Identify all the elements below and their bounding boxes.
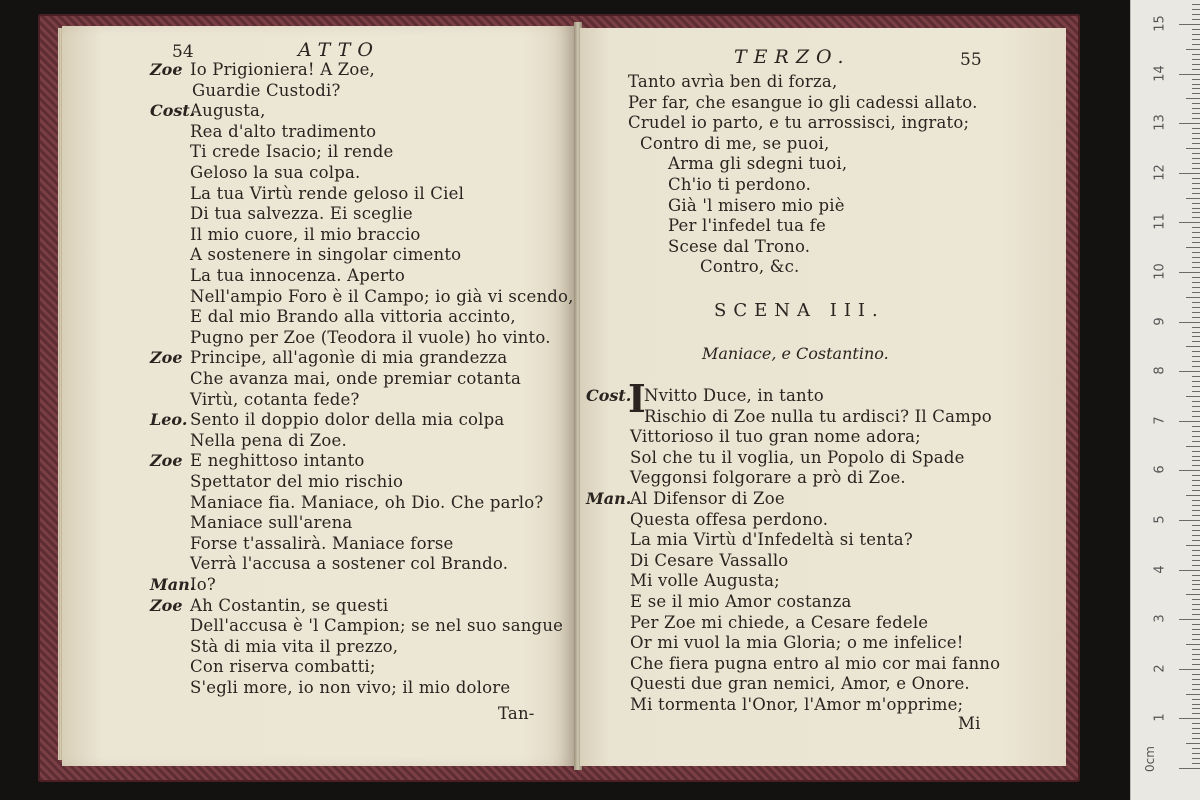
ruler-tick bbox=[1186, 545, 1200, 546]
right-page bbox=[580, 28, 1066, 766]
verse-line: Crudel io parto, e tu arrossisci, ingrato; bbox=[628, 113, 970, 133]
ruler-tick bbox=[1192, 183, 1200, 184]
ruler-tick bbox=[1192, 723, 1200, 724]
ruler-tick bbox=[1192, 39, 1200, 40]
verse-line: Virtù, cotanta fede? bbox=[190, 389, 360, 409]
verse-line: Di tua salvezza. Ei sceglie bbox=[190, 204, 413, 224]
ruler-tick bbox=[1192, 599, 1200, 600]
ruler-tick bbox=[1179, 123, 1200, 124]
verse-line: Geloso la sua colpa. bbox=[190, 163, 361, 182]
ruler-tick bbox=[1186, 198, 1200, 199]
ruler-tick bbox=[1192, 738, 1200, 739]
ruler-tick bbox=[1192, 193, 1200, 194]
ruler-tick bbox=[1192, 217, 1200, 218]
ruler-tick bbox=[1186, 694, 1200, 695]
ruler-tick bbox=[1179, 768, 1200, 769]
verse-line: Già 'l misero mio piè bbox=[668, 195, 845, 215]
ruler-tick bbox=[1192, 34, 1200, 35]
ruler-tick bbox=[1186, 98, 1200, 99]
ruler-number: 1 bbox=[1152, 713, 1168, 723]
verse-line: Con riserva combatti; bbox=[190, 657, 376, 677]
ruler-tick bbox=[1192, 431, 1200, 432]
verse-line: E dal mio Brando alla vittoria accinto, bbox=[190, 307, 516, 327]
ruler-tick bbox=[1186, 446, 1200, 447]
ruler-tick bbox=[1192, 237, 1200, 238]
ruler-tick bbox=[1192, 128, 1200, 129]
ruler-number: 14 bbox=[1152, 64, 1168, 82]
ruler-tick bbox=[1179, 322, 1200, 323]
ruler-number: 11 bbox=[1152, 213, 1168, 231]
page-number-left: 54 bbox=[172, 42, 194, 62]
ruler-number: 3 bbox=[1152, 614, 1168, 623]
ruler-number: 9 bbox=[1152, 316, 1168, 326]
verse-line: Or mi vuol la mia Gloria; o me infelice! bbox=[630, 633, 964, 653]
ruler-tick bbox=[1192, 292, 1200, 293]
ruler-tick bbox=[1192, 312, 1200, 313]
ruler-tick bbox=[1192, 93, 1200, 94]
ruler-tick bbox=[1192, 500, 1200, 501]
ruler-tick bbox=[1192, 227, 1200, 228]
ruler-tick bbox=[1192, 614, 1200, 615]
ruler-tick bbox=[1192, 341, 1200, 342]
ruler-tick bbox=[1192, 317, 1200, 318]
verse-line: Spettator del mio rischio bbox=[190, 472, 404, 491]
ruler-tick bbox=[1192, 108, 1200, 109]
ruler-tick bbox=[1192, 475, 1200, 476]
verse-line: Che avanza mai, onde premiar cotanta bbox=[190, 369, 522, 388]
verse-line: Che fiera pugna entro al mio cor mai fanno bbox=[630, 653, 1001, 673]
ruler-tick bbox=[1192, 381, 1200, 382]
ruler-tick bbox=[1192, 609, 1200, 610]
verse-line: Io Prigioniera! A Zoe, bbox=[190, 60, 375, 79]
ruler-number: 7 bbox=[1152, 416, 1168, 425]
verse-line: A sostenere in singolar cimento bbox=[190, 245, 462, 265]
ruler-tick bbox=[1192, 133, 1200, 134]
ruler-tick bbox=[1192, 401, 1200, 402]
ruler-tick bbox=[1192, 704, 1200, 705]
running-head-right: TERZO. bbox=[734, 46, 851, 68]
ruler-tick bbox=[1192, 584, 1200, 585]
ruler-tick bbox=[1192, 327, 1200, 328]
ruler-tick bbox=[1192, 659, 1200, 660]
ruler-tick bbox=[1192, 505, 1200, 506]
ruler-tick bbox=[1192, 287, 1200, 288]
ruler-tick bbox=[1192, 674, 1200, 675]
verse-line: Ah Costantin, se questi bbox=[190, 595, 389, 615]
speaker-label: Cost. bbox=[150, 101, 196, 121]
verse-line: Guardie Custodi? bbox=[192, 80, 341, 100]
scene-title: SCENA III. bbox=[714, 300, 885, 321]
ruler-tick bbox=[1179, 24, 1200, 25]
ruler-tick bbox=[1192, 436, 1200, 437]
verse-line: Nvitto Duce, in tanto bbox=[644, 386, 824, 405]
ruler-tick bbox=[1179, 520, 1200, 521]
measurement-ruler bbox=[1130, 0, 1200, 800]
ruler-tick bbox=[1192, 158, 1200, 159]
ruler-tick bbox=[1192, 634, 1200, 635]
ruler-tick bbox=[1192, 515, 1200, 516]
ruler-tick bbox=[1192, 267, 1200, 268]
ruler-tick bbox=[1192, 203, 1200, 204]
catchword-right: Mi bbox=[958, 714, 981, 733]
ruler-tick bbox=[1192, 555, 1200, 556]
verse-line: S'egli more, io non vivo; il mio dolore bbox=[190, 678, 511, 697]
ruler-tick bbox=[1192, 510, 1200, 511]
scene-characters: Maniace, e Costantino. bbox=[702, 344, 889, 363]
ruler-tick bbox=[1186, 297, 1200, 298]
verse-line: Tanto avrìa ben di forza, bbox=[628, 72, 838, 91]
verse-line: Io? bbox=[190, 575, 216, 594]
ruler-tick bbox=[1179, 669, 1200, 670]
ruler-tick bbox=[1179, 470, 1200, 471]
ruler-tick bbox=[1192, 684, 1200, 685]
ruler-tick bbox=[1186, 148, 1200, 149]
ruler-tick bbox=[1186, 644, 1200, 645]
verse-line: Scese dal Trono. bbox=[668, 236, 811, 256]
ruler-tick bbox=[1192, 44, 1200, 45]
verse-line: Pugno per Zoe (Teodora il vuole) ho vinto. bbox=[190, 327, 551, 347]
ruler-tick bbox=[1186, 346, 1200, 347]
ruler-tick bbox=[1192, 530, 1200, 531]
ruler-tick bbox=[1192, 580, 1200, 581]
verse-line: Nell'ampio Foro è il Campo; io già vi scendo, bbox=[190, 286, 574, 306]
ruler-tick bbox=[1192, 451, 1200, 452]
ruler-tick bbox=[1192, 589, 1200, 590]
running-head-left: ATTO bbox=[298, 39, 380, 61]
ruler-tick bbox=[1192, 713, 1200, 714]
ruler-tick bbox=[1192, 84, 1200, 85]
verse-line: La mia Virtù d'Infedeltà si tenta? bbox=[630, 530, 913, 550]
ruler-tick bbox=[1179, 272, 1200, 273]
ruler-tick bbox=[1192, 262, 1200, 263]
ruler-tick bbox=[1192, 19, 1200, 20]
ruler-tick bbox=[1192, 168, 1200, 169]
ruler-tick bbox=[1179, 421, 1200, 422]
ruler-tick bbox=[1192, 212, 1200, 213]
ruler-tick bbox=[1192, 565, 1200, 566]
ruler-tick bbox=[1192, 59, 1200, 60]
verse-line: Dell'accusa è 'l Campion; se nel suo sangue bbox=[190, 616, 564, 636]
verse-line: Veggonsi folgorare a prò di Zoe. bbox=[630, 468, 906, 488]
ruler-tick bbox=[1192, 679, 1200, 680]
ruler-tick bbox=[1192, 540, 1200, 541]
page-number-right: 55 bbox=[960, 50, 982, 70]
ruler-tick bbox=[1192, 485, 1200, 486]
ruler-tick bbox=[1192, 178, 1200, 179]
ruler-tick bbox=[1192, 550, 1200, 551]
speaker-label: Man. bbox=[150, 575, 196, 594]
verse-line: Nella pena di Zoe. bbox=[190, 430, 347, 450]
ruler-number: 12 bbox=[1152, 164, 1168, 181]
verse-line: Mi tormenta l'Onor, l'Amor m'opprime; bbox=[630, 695, 964, 714]
verse-line: Il mio cuore, il mio braccio bbox=[190, 224, 421, 244]
ruler-tick bbox=[1192, 232, 1200, 233]
ruler-tick bbox=[1192, 604, 1200, 605]
speaker-label: Zoe bbox=[150, 451, 183, 471]
verse-line: Di Cesare Vassallo bbox=[630, 550, 789, 570]
ruler-tick bbox=[1192, 465, 1200, 466]
ruler-tick bbox=[1192, 351, 1200, 352]
ruler-tick bbox=[1192, 460, 1200, 461]
ruler-tick bbox=[1192, 753, 1200, 754]
ruler-tick bbox=[1192, 733, 1200, 734]
ruler-tick bbox=[1192, 649, 1200, 650]
verse-line: La tua Virtù rende geloso il Ciel bbox=[190, 183, 465, 203]
ruler-tick bbox=[1192, 4, 1200, 5]
speaker-label: Zoe bbox=[150, 595, 183, 615]
ruler-tick bbox=[1192, 391, 1200, 392]
ruler-tick bbox=[1192, 654, 1200, 655]
ruler-tick bbox=[1192, 257, 1200, 258]
verse-line: Ch'io ti perdono. bbox=[668, 175, 812, 194]
verse-line: Ti crede Isacio; il rende bbox=[190, 142, 394, 162]
catchword-left: Tan- bbox=[498, 704, 535, 723]
ruler-tick bbox=[1192, 54, 1200, 55]
ruler-tick bbox=[1192, 336, 1200, 337]
verse-line: Verrà l'accusa a sostener col Brando. bbox=[190, 554, 509, 574]
left-page bbox=[62, 26, 576, 766]
ruler-tick bbox=[1192, 664, 1200, 665]
ruler-tick bbox=[1192, 535, 1200, 536]
ruler-tick bbox=[1186, 743, 1200, 744]
speaker-label: Zoe bbox=[150, 60, 183, 79]
ruler-tick bbox=[1192, 113, 1200, 114]
ruler-tick bbox=[1186, 396, 1200, 397]
ruler-tick bbox=[1192, 416, 1200, 417]
ruler-tick bbox=[1192, 490, 1200, 491]
ruler-tick bbox=[1192, 277, 1200, 278]
ruler-tick bbox=[1192, 242, 1200, 243]
ruler-number: 10 bbox=[1152, 263, 1168, 280]
verse-line: Forse t'assalirà. Maniace forse bbox=[190, 533, 454, 553]
verse-line: Rea d'alto tradimento bbox=[190, 121, 377, 141]
ruler-tick bbox=[1179, 570, 1200, 571]
ruler-tick bbox=[1192, 14, 1200, 15]
ruler-tick bbox=[1192, 188, 1200, 189]
ruler-tick bbox=[1192, 426, 1200, 427]
ruler-tick bbox=[1192, 629, 1200, 630]
verse-line: Al Difensor di Zoe bbox=[630, 489, 785, 508]
ruler-tick bbox=[1192, 699, 1200, 700]
ruler-tick bbox=[1192, 69, 1200, 70]
ruler-tick bbox=[1192, 29, 1200, 30]
speaker-label: Zoe bbox=[150, 348, 183, 368]
ruler-tick bbox=[1192, 480, 1200, 481]
ruler-number: 6 bbox=[1152, 465, 1168, 475]
verse-line: Contro di me, se puoi, bbox=[640, 133, 830, 153]
speaker-label: Leo. bbox=[150, 410, 188, 430]
ruler-tick bbox=[1179, 619, 1200, 620]
ruler-tick bbox=[1192, 406, 1200, 407]
verse-line: Stà di mia vita il prezzo, bbox=[190, 636, 399, 656]
ruler-tick bbox=[1192, 366, 1200, 367]
ruler-tick bbox=[1192, 79, 1200, 80]
ruler-number: 8 bbox=[1152, 366, 1168, 375]
ruler-number: 13 bbox=[1152, 114, 1168, 131]
speaker-label: Man. bbox=[586, 489, 632, 508]
ruler-tick bbox=[1192, 88, 1200, 89]
verse-line: Maniace fia. Maniace, oh Dio. Che parlo? bbox=[190, 492, 544, 512]
ruler-tick bbox=[1192, 386, 1200, 387]
ruler-tick bbox=[1186, 49, 1200, 50]
ruler-tick bbox=[1192, 208, 1200, 209]
verse-line: Arma gli sdegni tuoi, bbox=[668, 154, 848, 174]
ruler-tick bbox=[1192, 163, 1200, 164]
verse-line: E neghittoso intanto bbox=[190, 451, 365, 471]
ruler-tick bbox=[1192, 138, 1200, 139]
verse-line: Questi due gran nemici, Amor, e Onore. bbox=[630, 674, 970, 694]
ruler-unit: 0cm bbox=[1142, 746, 1157, 772]
verse-line: Questa offesa perdono. bbox=[630, 509, 829, 529]
ruler-tick bbox=[1186, 247, 1200, 248]
ruler-tick bbox=[1192, 758, 1200, 759]
ruler-tick bbox=[1186, 594, 1200, 595]
ruler-number: 15 bbox=[1152, 15, 1168, 32]
ruler-tick bbox=[1192, 411, 1200, 412]
ruler-tick bbox=[1179, 718, 1200, 719]
ruler-tick bbox=[1192, 307, 1200, 308]
ruler-tick bbox=[1186, 495, 1200, 496]
verse-line: Rischio di Zoe nulla tu ardisci? Il Campo bbox=[644, 406, 992, 426]
ruler-tick bbox=[1192, 525, 1200, 526]
ruler-tick bbox=[1192, 118, 1200, 119]
ruler-tick bbox=[1192, 153, 1200, 154]
ruler-tick bbox=[1179, 222, 1200, 223]
ruler-tick bbox=[1179, 371, 1200, 372]
ruler-number: 5 bbox=[1152, 515, 1168, 524]
ruler-tick bbox=[1192, 728, 1200, 729]
ruler-tick bbox=[1192, 560, 1200, 561]
ruler-tick bbox=[1192, 441, 1200, 442]
ruler-tick bbox=[1192, 689, 1200, 690]
verse-line: Sol che tu il voglia, un Popolo di Spade bbox=[630, 447, 965, 467]
ruler-tick bbox=[1192, 356, 1200, 357]
ruler-number: 2 bbox=[1152, 664, 1168, 673]
verse-line: Per l'infedel tua fe bbox=[668, 216, 826, 236]
ruler-tick bbox=[1192, 639, 1200, 640]
ruler-tick bbox=[1192, 143, 1200, 144]
verse-line: E se il mio Amor costanza bbox=[630, 592, 852, 611]
verse-line: Vittorioso il tuo gran nome adora; bbox=[630, 427, 921, 447]
ruler-tick bbox=[1192, 456, 1200, 457]
ruler-tick bbox=[1192, 361, 1200, 362]
verse-line: La tua innocenza. Aperto bbox=[190, 266, 405, 285]
ruler-tick bbox=[1192, 748, 1200, 749]
verse-line: Sento il doppio dolor della mia colpa bbox=[190, 410, 505, 430]
ruler-tick bbox=[1192, 376, 1200, 377]
speaker-label: Cost. bbox=[586, 386, 632, 405]
ruler-tick bbox=[1192, 103, 1200, 104]
verse-line: Maniace sull'arena bbox=[190, 513, 353, 533]
ruler-number: 4 bbox=[1152, 564, 1168, 574]
verse-line: Per far, che esangue io gli cadessi allato. bbox=[628, 92, 978, 112]
ruler-tick bbox=[1192, 763, 1200, 764]
verse-line: Augusta, bbox=[190, 101, 266, 121]
verse-line: Mi volle Augusta; bbox=[630, 571, 780, 591]
ruler-tick bbox=[1192, 282, 1200, 283]
ruler-tick bbox=[1192, 252, 1200, 253]
ruler-tick bbox=[1179, 173, 1200, 174]
verse-line: Contro, &c. bbox=[700, 257, 800, 277]
ruler-tick bbox=[1179, 74, 1200, 75]
verse-line: Principe, all'agonìe di mia grandezza bbox=[190, 348, 508, 368]
ruler-tick bbox=[1192, 708, 1200, 709]
ruler-tick bbox=[1192, 9, 1200, 10]
ruler-tick bbox=[1192, 624, 1200, 625]
ruler-tick bbox=[1192, 302, 1200, 303]
ruler-tick bbox=[1192, 575, 1200, 576]
drop-cap: I bbox=[628, 376, 646, 421]
ruler-tick bbox=[1192, 332, 1200, 333]
verse-line: Per Zoe mi chiede, a Cesare fedele bbox=[630, 612, 929, 632]
ruler-tick bbox=[1192, 64, 1200, 65]
